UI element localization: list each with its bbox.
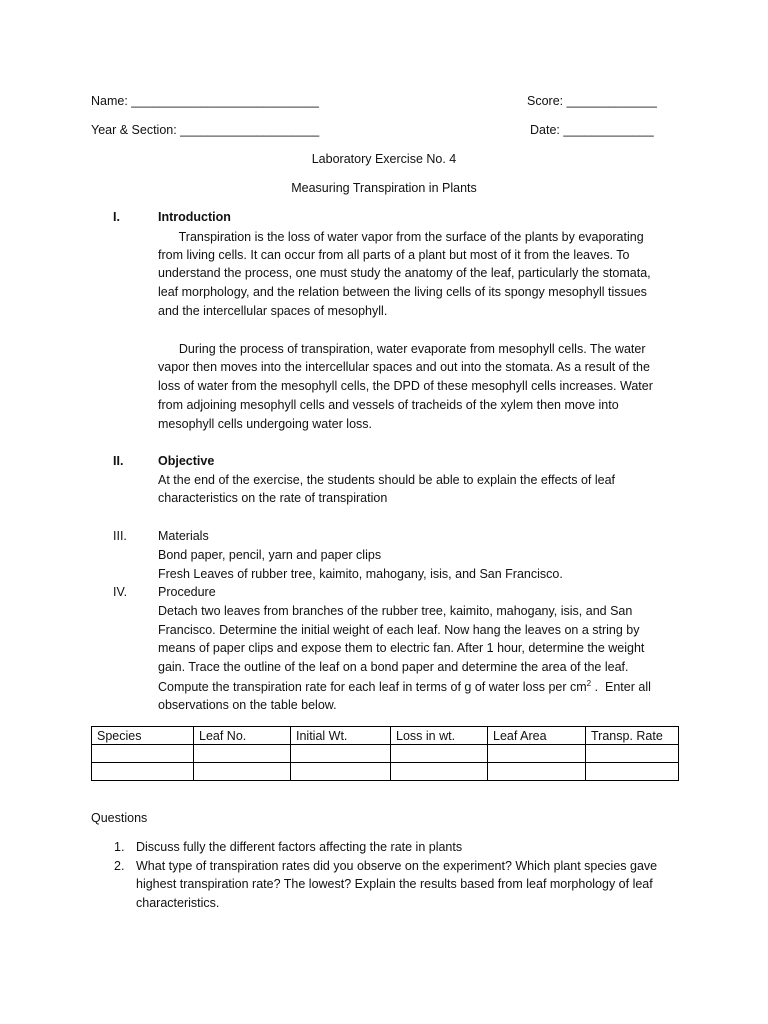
intro-p2-line: During the process of transpiration, water evaporate from mesophyll cells. The water	[158, 342, 646, 356]
intro-p2-line: vapor then moves into the intercellular spaces and out into the stomata. As a result of the	[158, 360, 650, 374]
materials-line: Bond paper, pencil, yarn and paper clips	[158, 548, 382, 562]
table-cell	[291, 745, 391, 763]
procedure-line-text: Compute the transpiration rate for each leaf in terms of g of water loss per cm	[158, 680, 587, 695]
table-cell	[92, 763, 194, 781]
objective-line: characteristics on the rate of transpiration	[158, 491, 388, 505]
intro-p1-line: leaf morphology, and the relation between the living cells of its spongy mesophyll tissues	[158, 285, 647, 299]
year-section-field-label: Year & Section: ____________________	[91, 123, 320, 137]
table-row	[92, 745, 679, 763]
question-1-line: Discuss fully the different factors affecting the rate in plants	[136, 840, 463, 854]
exercise-subtitle: Measuring Transpiration in Plants	[291, 181, 477, 195]
question-2-line: highest transpiration rate? The lowest? Explain the results based from leaf morphology of leaf	[136, 877, 653, 891]
procedure-line: Francisco. Determine the initial weight of each leaf. Now hang the leaves on a string by	[158, 623, 640, 637]
exercise-title: Laboratory Exercise No. 4	[311, 152, 457, 166]
intro-p2-line: mesophyll cells undergoing water loss.	[158, 417, 372, 431]
table-cell	[488, 763, 586, 781]
section-number-3: III.	[113, 529, 127, 543]
table-cell	[586, 745, 679, 763]
procedure-line: gain. Trace the outline of the leaf on a bond paper and determine the area of the leaf.	[158, 660, 629, 674]
table-cell	[291, 763, 391, 781]
score-field-label: Score: _____________	[527, 94, 657, 108]
table-cell	[194, 763, 291, 781]
materials-line: Fresh Leaves of rubber tree, kaimito, mahogany, isis, and San Francisco.	[158, 567, 563, 581]
section-number-4: IV.	[113, 585, 128, 599]
table-cell	[194, 745, 291, 763]
section-number-2: II.	[113, 454, 124, 468]
table-cell	[586, 763, 679, 781]
observation-table	[91, 726, 679, 781]
question-number-1: 1.	[114, 840, 125, 854]
intro-p1-line: from living cells. It can occur from all parts of a plant but most of it from the leaves. To	[158, 248, 630, 262]
procedure-line: Detach two leaves from branches of the rubber tree, kaimito, mahogany, isis, and San	[158, 604, 633, 618]
column-header-initial-wt: Initial Wt.	[291, 727, 391, 745]
table-cell	[488, 745, 586, 763]
column-header-species: Species	[92, 727, 194, 745]
table-cell	[391, 745, 488, 763]
column-header-leaf-area: Leaf Area	[488, 727, 586, 745]
intro-p2-line: loss of water from the mesophyll cells, the DPD of these mesophyll cells increases. Water	[158, 379, 653, 393]
materials-heading: Materials	[158, 529, 209, 543]
procedure-line: observations on the table below.	[158, 698, 337, 712]
date-field-label: Date: _____________	[530, 123, 654, 137]
procedure-line	[158, 679, 651, 694]
intro-p1-line: Transpiration is the loss of water vapor from the surface of the plants by evaporating	[158, 230, 644, 244]
name-field-label: Name: ___________________________	[91, 94, 319, 108]
procedure-line-tail: . Enter all	[591, 680, 651, 695]
column-header-transp-rate: Transp. Rate	[586, 727, 679, 745]
procedure-heading: Procedure	[158, 585, 216, 599]
questions-heading: Questions	[91, 811, 148, 825]
column-header-loss-in-wt: Loss in wt.	[391, 727, 488, 745]
procedure-line: means of paper clips and expose them to electric fan. After 1 hour, determine the weight	[158, 641, 645, 655]
intro-p2-line: from adjoining mesophyll cells and vessels of tracheids of the xylem then move into	[158, 398, 619, 412]
table-header-row	[92, 727, 679, 745]
table-cell	[391, 763, 488, 781]
column-header-leaf-no: Leaf No.	[194, 727, 291, 745]
intro-p1-line: and the intercellular spaces of mesophyll.	[158, 304, 388, 318]
superscript-2: 2	[586, 679, 592, 688]
question-2-line: What type of transpiration rates did you observe on the experiment? Which plant species gave	[136, 859, 658, 873]
question-number-2: 2.	[114, 859, 125, 873]
intro-p1-line: understand the process, one must study the anatomy of the leaf, particularly the stomata,	[158, 266, 651, 280]
question-2-line: characteristics.	[136, 896, 220, 910]
section-number-1: I.	[113, 210, 120, 224]
table-cell	[92, 745, 194, 763]
table-row	[92, 763, 679, 781]
objective-line: At the end of the exercise, the students should be able to explain the effects of leaf	[158, 473, 616, 487]
introduction-heading: Introduction	[158, 210, 231, 224]
objective-heading: Objective	[158, 454, 215, 468]
